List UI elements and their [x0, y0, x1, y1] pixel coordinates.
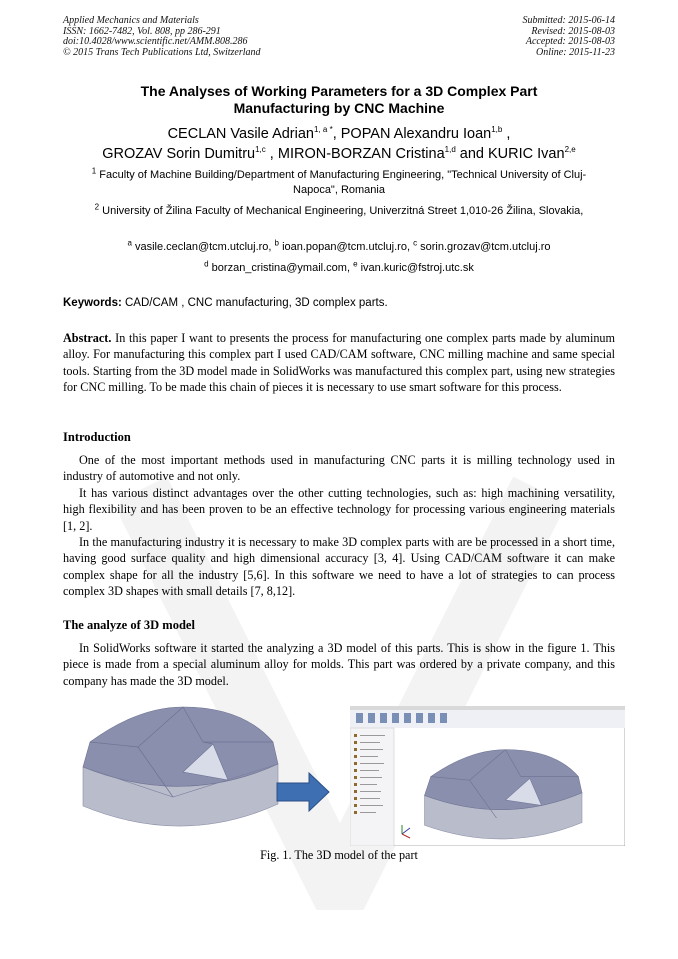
author-name: GROZAV Sorin Dumitru [102, 146, 256, 162]
keywords-label: Keywords: [63, 297, 122, 309]
right-arrow-icon [276, 772, 331, 812]
section-heading-3d-model: The analyze of 3D model [63, 618, 195, 632]
revised-date: Revised: 2015-08-03 [531, 25, 615, 37]
accepted-date: Accepted: 2015-08-03 [525, 36, 615, 47]
online-date: Online: 2015-11-23 [536, 46, 615, 58]
affiliation-2: $^2$ University of Žilina Faculty of Mechanical Engineering, Univerzitná Street 1,010-26 Žilina, Slovakia, [94, 202, 584, 217]
email-link[interactable]: ioan.popan@tcm.utcluj.ro, [282, 241, 411, 253]
copyright: © 2015 Trans Tech Publications Ltd, Switzerland [63, 46, 261, 58]
part-render-image [78, 702, 288, 847]
author-name: MIRON-BORZAN Cristina [277, 146, 445, 162]
journal-name: Applied Mechanics and Materials [63, 15, 199, 26]
affiliation-1: $^1$ Faculty of Machine Building/Department of Manufacturing Engineering, "Technical University of Cluj-Napoca", Romania [91, 166, 587, 196]
figure-1 [63, 702, 615, 847]
issn: ISSN: 1662-7482, Vol. 808, pp 286-291 [63, 25, 221, 37]
paragraph: In SolidWorks software it started the analyzing a 3D model of this parts. This is show in the figure 1. This piece is made from a special aluminum alloy for molds. This part was ordered by a private company, and this company has made the 3D model. [63, 641, 615, 688]
abstract: Abstract. In this paper I want to presents the process for manufacturing one complex parts made by aluminum alloy. For manufacturing this complex part I used CAD/CAM software, CNC milling machine and same special tools. Starting from the 3D model made in SolidWorks was manufactured this complex part, using new strategies for CNC milling. To be made this chain of pieces it is necessary to use smart software for this process. [63, 331, 616, 395]
solidworks-screenshot [350, 706, 625, 846]
email-link[interactable]: ivan.kuric@fstroj.utc.sk [360, 262, 474, 274]
keywords: Keywords: CAD/CAM , CNC manufacturing, 3D complex parts. [63, 297, 388, 309]
abstract-label: Abstract. [63, 331, 112, 345]
email-link[interactable]: sorin.grozav@tcm.utcluj.ro [420, 241, 551, 253]
email-link[interactable]: borzan_cristina@ymail.com, [211, 262, 350, 274]
submitted-date: Submitted: 2015-06-14 [522, 15, 615, 26]
section-heading-introduction: Introduction [63, 430, 131, 444]
paragraph: It has various distinct advantages over the other cutting technologies, such as: high machining versatility, high flexibility and has been proven to be an effective technology for processing various engineering materials [1, 2]. [63, 485, 615, 533]
figure-caption: Fig. 1. The 3D model of the part [260, 848, 418, 862]
author-list: CECLAN Vasile Adrian$^{1, a *}$, POPAN Alexandru Ioan$^{1,b}$ , GROZAV Sorin Dumitru$^{1,c}$ , MIRON-BORZAN Cristina$^{1,d}$ and KURIC Ivan$^{2,e}$ [102, 125, 576, 162]
doi: doi:10.4028/www.scientific.net/AMM.808.286 [63, 36, 248, 47]
paper-title: The Analyses of Working Parameters for a 3D Complex Part Manufacturing by CNC Machine [140, 83, 538, 116]
paragraph: One of the most important methods used in manufacturing CNC parts it is milling technology used in industry of automotive and not only. [63, 453, 615, 484]
introduction-body [63, 452, 615, 600]
author-name: CECLAN Vasile Adrian [167, 126, 314, 142]
model-body [63, 640, 615, 689]
email-link[interactable]: vasile.ceclan@tcm.utcluj.ro, [134, 241, 272, 253]
dates-info [523, 16, 616, 58]
journal-info [63, 16, 261, 58]
paragraph: In the manufacturing industry it is necessary to make 3D complex parts with are be processed in a short time, having good surface quality and high dimensional accuracy [3, 4]. Using CAD/CAM software it can make complex shape for all the industry [5,6]. In this software we need to have a lot of strategies to can process complex 3D shapes with small details [7, 8,12]. [63, 535, 615, 599]
author-name: POPAN Alexandru Ioan [340, 126, 492, 142]
emails-line-2: $^d$ borzan_cristina@ymail.com, $^e$ ivan.kuric@fstroj.utc.sk [204, 259, 474, 274]
author-name: KURIC Ivan [488, 146, 565, 162]
emails-line-1: $^a$ vasile.ceclan@tcm.utcluj.ro, $^b$ ioan.popan@tcm.utcluj.ro, $^c$ sorin.grozav@tcm.utcluj.ro [127, 238, 551, 253]
